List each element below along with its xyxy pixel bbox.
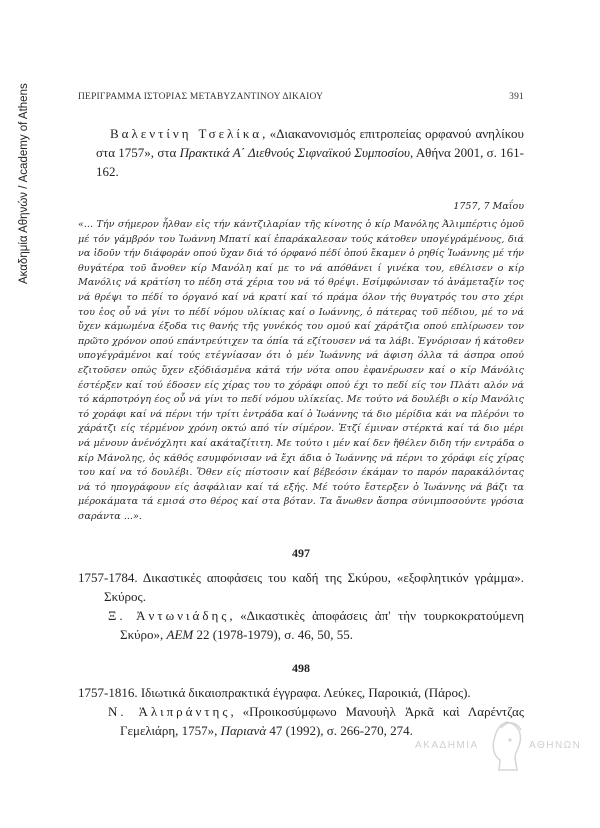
entry-497 (78, 546, 524, 644)
page-content (78, 92, 524, 740)
running-title: ΠΕΡΙΓΡΑΜΜΑ ΙΣΤΟΡΙΑΣ ΜΕΤΑΒΥΖΑΝΤΙΝΟΥ ΔΙΚΑΙΟΥ (78, 92, 324, 102)
entry-ref-before: , «Προικοσύμφωνο Μανουὴλ Ἀρκᾶ καὶ Λαρέντζας Γεμελιάρη, 1757», (120, 704, 524, 739)
entry-title: 1757-1816. Ιδιωτικά δικαιοπρακτικά έγγραφα. Λεύκες, Παροικιά, (Πάρος). (78, 685, 471, 701)
entry-ref-after: 22 (1978-1979), σ. 46, 50, 55. (193, 627, 354, 643)
reference-text-after: , Αθήνα 2001, σ. 161-162. (96, 145, 524, 179)
watermark-left-text: ΑΚΑΔΗΜΙΑ (415, 740, 479, 751)
side-label (18, 34, 38, 284)
entry-ref-author: Ξ. Ἀντωνιάδης (108, 608, 230, 624)
reference-journal: Πρακτικά Α΄ Διεθνούς Σιφναϊκού Συμποσίου (179, 145, 410, 160)
entry-ref-author: Ν. Ἀλιπράντης (108, 704, 231, 720)
side-label-text: Ακαδημία Αθηνών / Academy of Athens (18, 83, 30, 284)
entry-ref-before: , «Δικαστικὲς ἀποφάσεις ἀπ' τὴν τουρκοκρατούμενη Σκύρο», (120, 608, 524, 643)
watermark-right-text: ΑΘΗΝΩΝ (529, 740, 582, 751)
entry-reference (78, 606, 524, 644)
quote-date: 1757, 7 Μαΐου (453, 201, 524, 212)
entry-ref-journal: Παριανὰ (220, 723, 267, 739)
academy-watermark (415, 718, 580, 778)
entry-ref-journal: ΑΕΜ (166, 627, 194, 643)
reference-author: Βαλεντίνη Τσελίκα (110, 126, 263, 141)
entry-number: 498 (292, 661, 310, 676)
page-number: 391 (509, 92, 524, 102)
running-header (78, 92, 524, 102)
athena-head-icon (487, 718, 527, 774)
reference-top (96, 124, 524, 181)
entry-ref-after: 47 (1992), σ. 266-270, 274. (266, 723, 413, 739)
quote-text: «... Τήν σήμερον ἦλθαν εἰς τήν κάντζιλαρίαν τῆς κίνοτης ὁ κίρ Μανόλης Ἀλιμπέρτις ὁμοῦ μέ τόν γάμβρόν του Ἰωάννη Μπατί καί ἐπαράκαλεσαν τούς κάτοθεν υπογέγράμένους, διά να ἰδοῦν τήν διάφοράν οπού ὔχαν διά τό όρφανό πέδί ὁπού ἔκαμεν ὁ ρηθίς Ἰωάννης μέ τήν θυγάτέρα τοῦ ἄνοθεν κίρ Μανόλη καί με το νά απόθάνει ί γινέκα του, εθέλισεν ο κίρ Μανόλις νά κράτίση το πέδη στά χέρια του νά τό θρέψι. Εσίμφώνισαν τό ἀνάμεταξίν τος νά θρέψι το πέδί το όργανό καί νά κρατί καί τό πράμα όλον τής θυγατρός του στο χέρι του ἐος οὗ νά γίνι το πέδί νόμου υλίκιας καί ο Ιωάννης, ὁ πάτερας τοῦ πέδιου, μέ το νά ὔχεν κάμωμένα έξοδα τις θανής τῆς γυνέκός του ομού καί χάράτζια οπού επλίρωσεν τον πρῶτο χρόνον οπού επάντρεύτιχεν τα όπία τά εζίτουσεν νά τα λάβι. Ἐγνόρισαν ή κάτοθεν υπογέγράμένοι καί τούς ετέγνίασαν ότι ὁ μέν Ἰωάννης νά άφιση όλλα τά άσπρα οπού εζιτοῦσεν οπώς ὔχεν εξόδιάσμένα κάτά τήν νότα οπου ὲφανέρωσεν καί ο κίρ Μάνόλις έστέρξεν καί τού έδοσεν είς χίρας του το χόράφι οπού έχι το πεδί είς τον Πλάτι αλόν νά τό κάρποτρόγη έος οὗ νά γίνι το πεδί νόμου υλίκείας. Με τούτο νά δουλέβι ο κίρ Μανόλις τό χοράφι καί νά πέρνι τήν τρίτι ἐντράδα καί ὁ Ἰωάννης τά διο μέρίδια κάι να πλέρόνι το χάράτζι είς τέρμένον χρόνη οκτώ από τίν σίμέρον. Ἐτζί έμιναν στέρκτά καί τά διο μέρι νά μένουν ἀνένόχλητι καί ακάταζίτιτη. Με τούτο ι μέν καί δεν ἤθέλεν διδη τήν εντράδα ο κίρ Μάνολης, ὁς κάθός εσυμφόνισαν νά ἔχι άδια ὁ Ἰωάννης νά πέρνι το χόράφι είς χίρας του καί να τό δουλέβι. Ὅθεν είς πίστοσιν καί βέβεόσιν έκάμαν το παρόν παρακάλόντας νά τό ηπογράφουν είς ἀσφάλιαν καί τά εξής. Μέ τούτο ἔστερξεν ὁ Ἰωάννης νά βάζι τα μέροκάματα τά εμισά στο θέρος καί στα βόταν. Τα ἄνωθεν ἄσπρα σύνιμποσούντε γρόσια σαράντα ...». (78, 219, 524, 522)
entry-title: 1757-1784. Δικαστικές αποφάσεις του καδή της Σκύρου, «εξοφλητικόν γράμμα». Σκύρος. (78, 570, 524, 605)
entry-number: 497 (292, 546, 310, 561)
reference-text-before: , «Διακανονισμός επιτροπείας ορφανού ανηλίκου στα 1757», στα (96, 126, 524, 160)
